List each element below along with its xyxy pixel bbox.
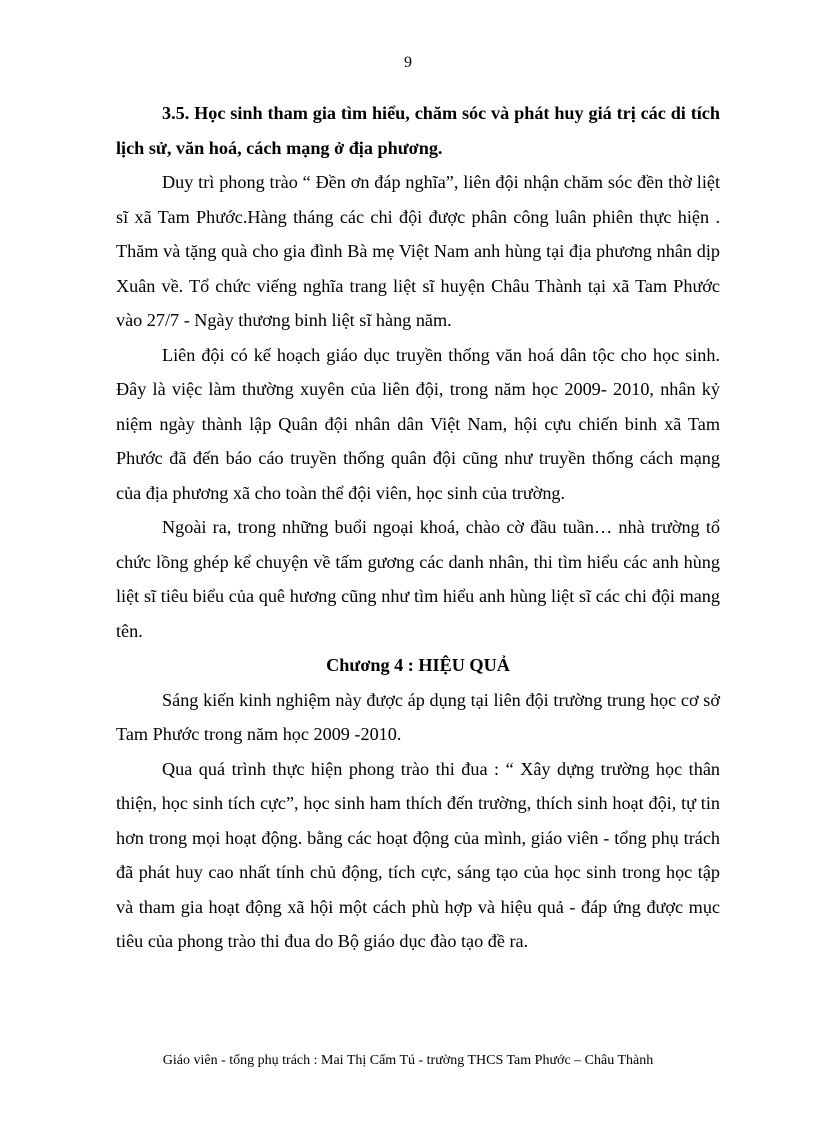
paragraph-giao-duc-truyen-thong: Liên đội có kế hoạch giáo dục truyền thống văn hoá dân tộc cho học sinh. Đây là việc làm thường xuyên của liên đội, trong năm học 2009- 2010, nhân kỷ niệm ngày thành lập Quân đội nhân dân Việt Nam, hội cựu chiến binh xã Tam Phước đã đến báo cáo truyền thống quân đội cũng như truyền thống cách mạng của địa phương xã cho toàn thể đội viên, học sinh của trường. xyxy=(116,344,720,503)
chapter-title: Chương 4 : HIỆU QUẢ xyxy=(326,655,510,675)
paragraph-den-on-dap-nghia: Duy trì phong trào “ Đền ơn đáp nghĩa”, liên đội nhận chăm sóc đền thờ liệt sĩ xã Tam Phước.Hàng tháng các chi đội được phân công luân phiên thực hiện . Thăm và tặng quà cho gia đình Bà mẹ Việt Nam anh hùng tại địa phương nhân dịp Xuân về. Tổ chức viếng nghĩa trang liệt sĩ huyện Châu Thành tại xã Tam Phước vào 27/7 - Ngày thương binh liệt sĩ hàng năm. xyxy=(116,172,720,330)
document-body xyxy=(116,96,720,959)
paragraph-ngoai-khoa: Ngoài ra, trong những buổi ngoại khoá, chào cờ đầu tuần… nhà trường tổ chức lồng ghép kể chuyện về tấm gương các danh nhân, thi tìm hiểu các anh hùng liệt sĩ tiêu biểu của quê hương cũng như tìm hiểu anh hùng liệt sĩ các chi đội mang tên. xyxy=(116,517,720,641)
paragraph-ap-dung: Sáng kiến kinh nghiệm này được áp dụng tại liên đội trường trung học cơ sở Tam Phước trong năm học 2009 -2010. xyxy=(116,689,720,744)
paragraph-ket-qua: Qua quá trình thực hiện phong trào thi đua : “ Xây dựng trường học thân thiện, học sinh tích cực”, học sinh ham thích đến trường, thích sinh hoạt đội, tự tin hơn trong mọi hoạt động. bằng các hoạt động của mình, giáo viên - tổng phụ trách đã phát huy cao nhất tính chủ động, tích cực, sáng tạo của học sinh trong học tập và tham gia hoạt động xã hội một cách phù hợp và hiệu quả - đáp ứng được mục tiêu của phong trào thi đua do Bộ giáo dục đào tạo đề ra. xyxy=(116,758,720,951)
page-number: 9 xyxy=(404,54,412,71)
page-footer: Giáo viên - tổng phụ trách : Mai Thị Cẩm Tú - trường THCS Tam Phước – Châu Thành xyxy=(162,1053,654,1068)
section-heading: 3.5. Học sinh tham gia tìm hiểu, chăm sóc và phát huy giá trị các di tích lịch sử, văn hoá, cách mạng ở địa phương. xyxy=(116,103,720,158)
